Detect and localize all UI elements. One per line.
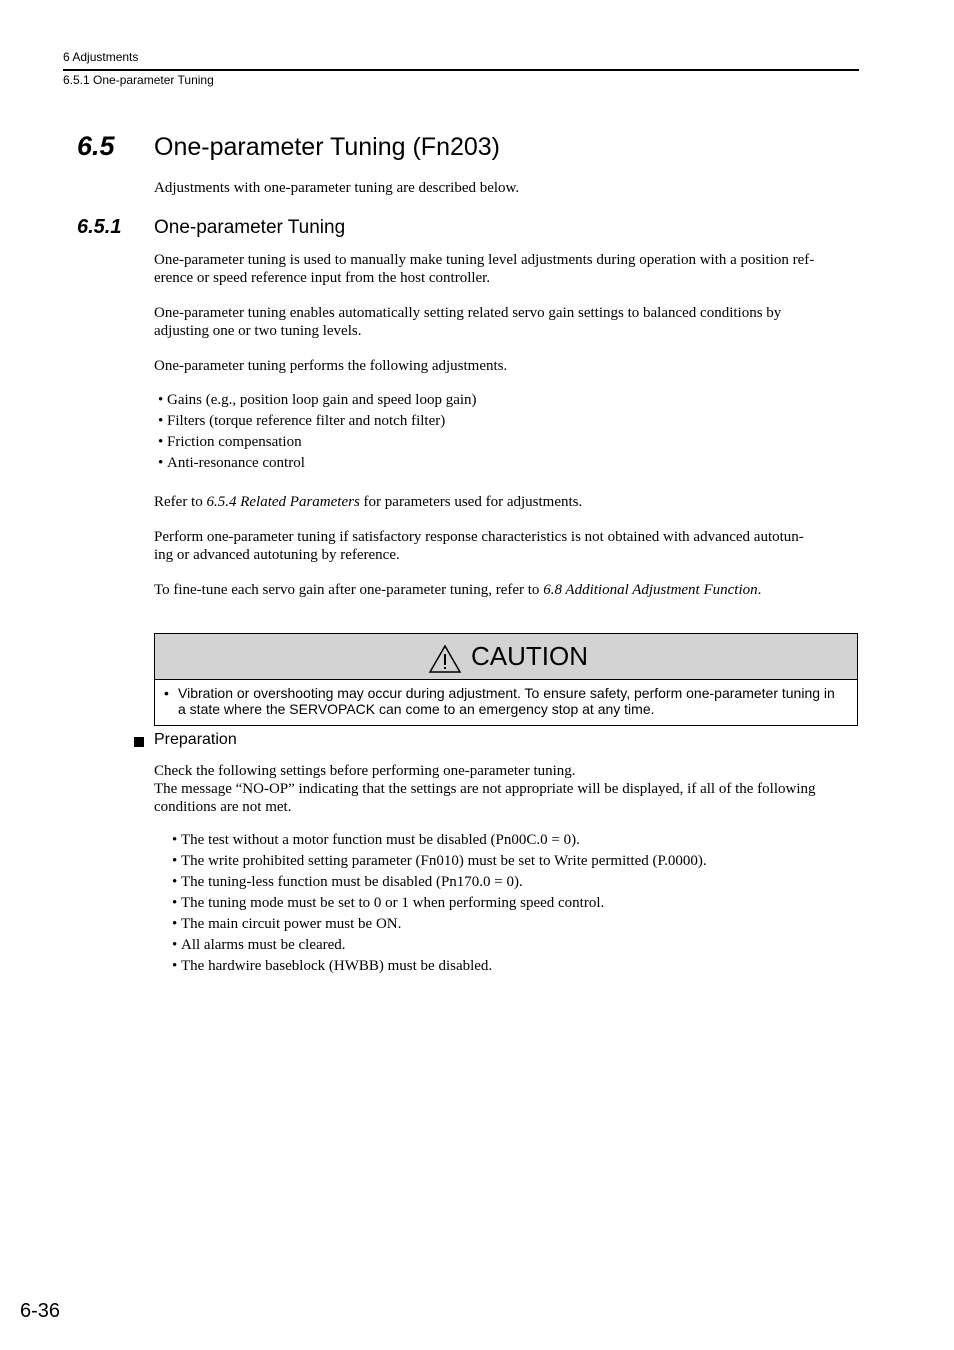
section-intro-text: Adjustments with one-parameter tuning are described below. [154, 180, 520, 196]
list-item: • The main circuit power must be ON. [172, 914, 707, 935]
caution-header [155, 634, 857, 680]
finetune-paragraph [154, 581, 859, 599]
header-rule [63, 69, 859, 71]
preparation-line-2: The message “NO-OP” indicating that the settings are not appropriate will be displayed, if all of the following [154, 781, 816, 797]
adjustments-list [158, 390, 477, 474]
section-intro [154, 179, 859, 197]
square-bullet-icon [134, 737, 144, 747]
caution-title: CAUTION [471, 641, 588, 671]
list-item: • The write prohibited setting parameter (Fn010) must be set to Write permitted (P.0000). [172, 851, 707, 872]
perform-line-2: ing or advanced autotuning by reference. [154, 547, 400, 563]
running-header-chapter: 6 Adjustments [63, 50, 139, 64]
list-item: • The tuning mode must be set to 0 or 1 when performing speed control. [172, 893, 707, 914]
paragraph-2-line-2: adjusting one or two tuning levels. [154, 323, 362, 339]
perform-line-1: Perform one-parameter tuning if satisfactory response characteristics is not obtained with advanced autotun- [154, 529, 804, 545]
refer-link[interactable]: 6.5.4 Related Parameters [206, 494, 360, 510]
paragraph-1-line-1: One-parameter tuning is used to manually make tuning level adjustments during operation with a position ref- [154, 252, 815, 268]
list-item: • Gains (e.g., position loop gain and speed loop gain) [158, 390, 477, 411]
perform-paragraph [154, 528, 859, 564]
paragraph-2 [154, 304, 859, 340]
preparation-line-1: Check the following settings before performing one-parameter tuning. [154, 763, 576, 779]
preparation-paragraph [154, 762, 859, 816]
caution-text-line-2: a state where the SERVOPACK can come to an emergency stop at any time. [178, 701, 655, 717]
refer-suffix: for parameters used for adjustments. [359, 494, 583, 510]
list-item: • Friction compensation [158, 432, 477, 453]
section-title: One-parameter Tuning (Fn203) [154, 133, 501, 161]
caution-text [178, 685, 850, 717]
refer-paragraph [154, 493, 859, 511]
list-item: • The tuning-less function must be disabled (Pn170.0 = 0). [172, 872, 707, 893]
paragraph-2-line-1: One-parameter tuning enables automatically setting related servo gain settings to balanced conditions by [154, 305, 782, 321]
caution-bullet: • [164, 685, 169, 701]
list-item: • The hardwire baseblock (HWBB) must be disabled. [172, 956, 707, 977]
paragraph-1 [154, 251, 859, 287]
finetune-prefix: To fine-tune each servo gain after one-parameter tuning, refer to [154, 582, 544, 598]
finetune-suffix: . [757, 582, 762, 598]
caution-text-line-1: Vibration or overshooting may occur during adjustment. To ensure safety, perform one-parameter tuning in [178, 685, 835, 701]
paragraph-3-text: One-parameter tuning performs the following adjustments. [154, 358, 508, 374]
paragraph-1-line-2: erence or speed reference input from the host controller. [154, 270, 491, 286]
caution-box [154, 633, 858, 726]
refer-text [154, 493, 859, 511]
preparation-line-3: conditions are not met. [154, 799, 292, 815]
subsection-number: 6.5.1 [77, 216, 122, 238]
subsection-title: One-parameter Tuning [154, 217, 346, 238]
page-number: 6-36 [20, 1300, 61, 1322]
refer-prefix: Refer to [154, 494, 207, 510]
list-item: • The test without a motor function must be disabled (Pn00C.0 = 0). [172, 830, 707, 851]
list-item: • Filters (torque reference filter and notch filter) [158, 411, 477, 432]
section-number: 6.5 [77, 131, 115, 161]
warning-triangle-icon [428, 644, 462, 674]
list-item: • All alarms must be cleared. [172, 935, 707, 956]
preparation-list [172, 830, 707, 977]
finetune-link[interactable]: 6.8 Additional Adjustment Function [543, 582, 758, 598]
preparation-title: Preparation [154, 731, 237, 748]
finetune-text [154, 581, 859, 599]
running-header-subsection: 6.5.1 One-parameter Tuning [63, 73, 214, 87]
paragraph-3 [154, 357, 859, 375]
list-item: • Anti-resonance control [158, 453, 477, 474]
